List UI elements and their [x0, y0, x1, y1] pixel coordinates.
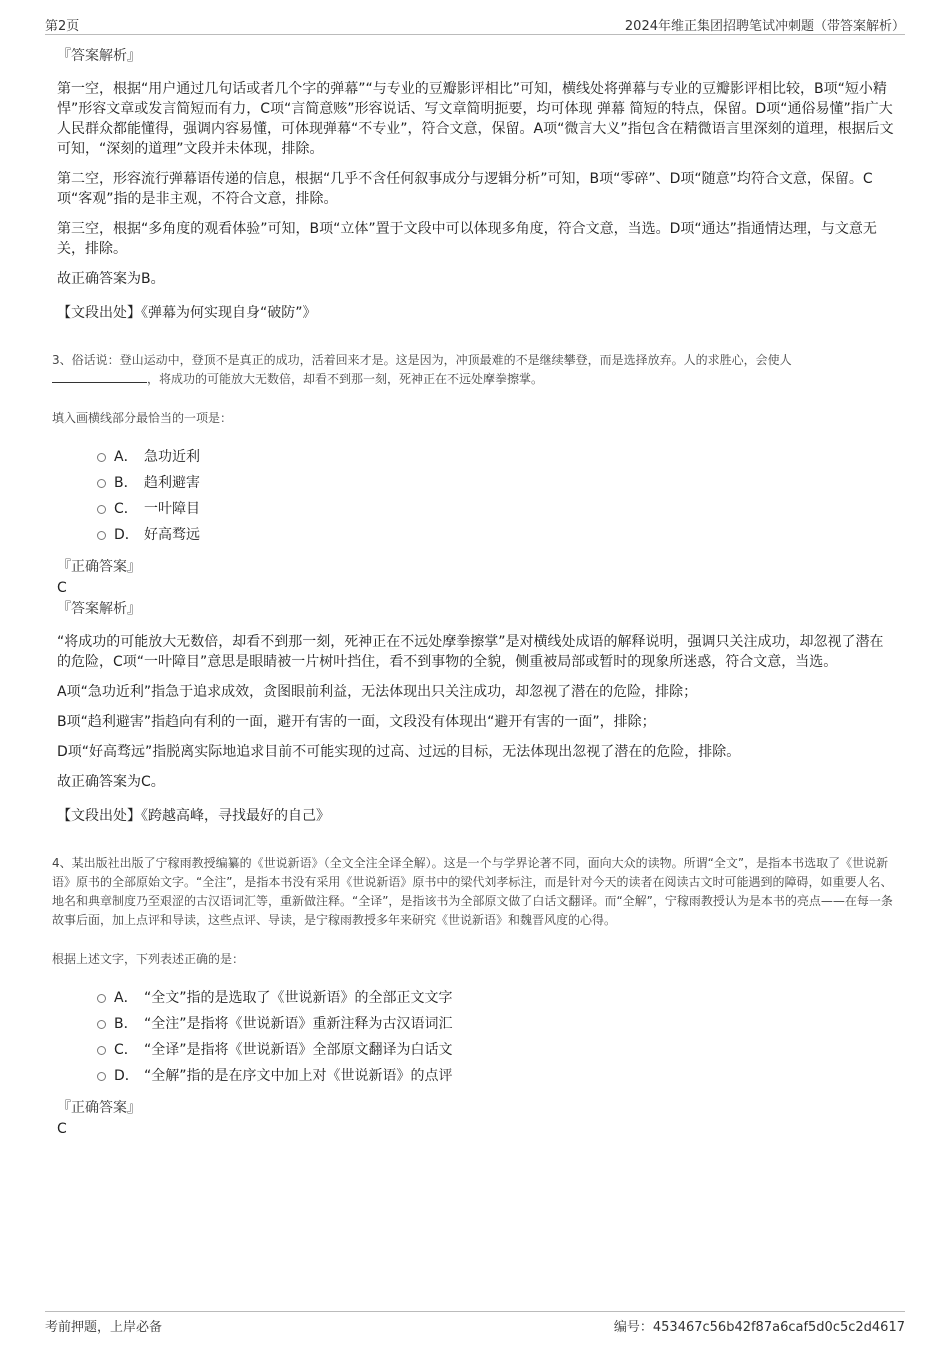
source-line	[57, 303, 895, 323]
radio-icon[interactable]	[97, 1072, 106, 1081]
option-a[interactable]	[97, 444, 895, 470]
option-b[interactable]	[97, 1011, 895, 1037]
analysis-paragraph: “将成功的可能放大无数倍，却看不到那一刻，死神正在不远处摩拳擦掌”是对横线处成语的解释说明，强调只关注成功，却忽视了潜在的危险，C项“一叶障目”意思是眼睛被一片树叶挡住，看不到事物的全貌，侧重被局部或暂时的现象所迷惑，符合文意，当选。	[57, 634, 884, 670]
option-c[interactable]	[97, 1037, 895, 1063]
question-prompt: 根据上述文字，下列表述正确的是：	[52, 952, 245, 966]
document-serial: 编号：453467c56b42f87a6caf5d0c5c2d4617	[613, 1320, 905, 1335]
source-label: 【文段出处】	[57, 305, 141, 321]
fill-blank	[52, 370, 147, 383]
footer-slogan: 考前押题，上岸必备	[45, 1320, 163, 1335]
document-title: 2024年维正集团招聘笔试冲刺题（带答案解析）	[624, 19, 905, 34]
answer-analysis-label: 『答案解析』	[57, 48, 141, 64]
correct-answer-label: 『正确答案』	[57, 559, 141, 575]
option-list	[97, 444, 895, 548]
option-letter: D．	[114, 527, 139, 543]
source-line	[57, 806, 895, 826]
option-a[interactable]	[97, 985, 895, 1011]
question-stem	[52, 351, 895, 389]
option-letter: C．	[114, 501, 138, 517]
question-prompt: 填入画横线部分最恰当的一项是：	[52, 411, 233, 425]
analysis-paragraph: 第三空，根据“多角度的观看体验”可知，B项“立体”置于文段中可以体现多角度，符合文意，当选。D项“通达”指通情达理，与文意无关，排除。	[57, 221, 877, 257]
radio-icon[interactable]	[97, 531, 106, 540]
source-title: 《跨越高峰，寻找最好的自己》	[141, 808, 330, 824]
answer-analysis-block-prev	[57, 45, 895, 323]
analysis-conclusion: 故正确答案为B。	[57, 271, 165, 287]
option-text: 好高骛远	[144, 527, 200, 543]
main-content	[52, 45, 895, 1139]
option-text: 一叶障目	[144, 501, 200, 517]
question-3	[52, 351, 895, 826]
answer-analysis-label: 『答案解析』	[57, 601, 141, 617]
option-text: “全译”是指将《世说新语》全部原文翻译为白话文	[144, 1042, 453, 1058]
correct-answer-label: 『正确答案』	[57, 1100, 141, 1116]
option-letter: A．	[114, 990, 138, 1006]
stem-text: ，将成功的可能放大无数倍，却看不到那一刻，死神正在不远处摩拳擦掌。	[147, 372, 544, 386]
radio-icon[interactable]	[97, 994, 106, 1003]
stem-text: 3、俗话说：登山运动中，登顶不是真正的成功，活着回来才是。这是因为，冲顶最难的不是继续攀登，而是选择放弃。人的求胜心，会使人	[52, 353, 792, 367]
correct-answer-value: C	[57, 1121, 67, 1137]
option-text: 趋利避害	[144, 475, 200, 491]
page-footer	[45, 1311, 905, 1336]
option-c[interactable]	[97, 496, 895, 522]
source-title: 《弹幕为何实现自身“破防”》	[141, 305, 317, 321]
option-letter: B．	[114, 1016, 138, 1032]
radio-icon[interactable]	[97, 1046, 106, 1055]
analysis-conclusion: 故正确答案为C。	[57, 774, 165, 790]
radio-icon[interactable]	[97, 479, 106, 488]
option-letter: A．	[114, 449, 138, 465]
correct-answer-value: C	[57, 580, 67, 596]
page-header	[45, 12, 905, 35]
option-text: “全解”指的是在序文中加上对《世说新语》的点评	[144, 1068, 453, 1084]
option-letter: B．	[114, 475, 138, 491]
option-list	[97, 985, 895, 1089]
source-label: 【文段出处】	[57, 808, 141, 824]
correct-answer-block	[57, 1097, 895, 1139]
option-letter: D．	[114, 1068, 139, 1084]
analysis-paragraph: A项“急功近利”指急于追求成效，贪图眼前利益，无法体现出只关注成功，却忽视了潜在的危险，排除；	[57, 684, 698, 700]
option-text: “全注”是指将《世说新语》重新注释为古汉语词汇	[144, 1016, 453, 1032]
option-text: “全文”指的是选取了《世说新语》的全部正文文字	[144, 990, 453, 1006]
analysis-paragraph: 第一空，根据“用户通过几句话或者几个字的弹幕”“与专业的豆瓣影评相比”可知，横线处将弹幕与专业的豆瓣影评相比较，B项“短小精悍”形容文章或发言简短而有力，C项“言简意赅”形容说话、写文章简明扼要，均可体现 弹幕 简短的特点，保留。D项“通俗易懂”指广大人民群众都能懂得，强调内容易懂，可体现弹幕“不专业”，符合文意，保留。A项“微言大义”指包含在精微语言里深刻的道理，根据后文可知，“深刻的道理”文段并未体现，排除。	[57, 81, 894, 157]
question-4	[52, 854, 895, 1139]
radio-icon[interactable]	[97, 453, 106, 462]
correct-answer-block	[57, 556, 895, 620]
analysis-paragraph: 第二空，形容流行弹幕语传递的信息，根据“几乎不含任何叙事成分与逻辑分析”可知，B项“零碎”、D项“随意”均符合文意，保留。C项“客观”指的是非主观，不符合文意，排除。	[57, 171, 873, 207]
analysis-paragraph: B项“趋利避害”指趋向有利的一面，避开有害的一面，文段没有体现出“避开有害的一面”，排除；	[57, 714, 656, 730]
question-stem: 4、某出版社出版了宁稼雨教授编纂的《世说新语》（全文全注全译全解）。这是一个与学界论著不同，面向大众的读物。所谓“全文”，是指本书选取了《世说新语》原书的全部原始文字。“全注”，是指本书没有采用《世说新语》原书中的梁代刘孝标注，而是针对今天的读者在阅读古文时可能遇到的障碍，如重要人名、地名和典章制度乃至艰涩的古汉语词汇等，重新做注释。“全译”，是指该书为全部原文做了白话文翻译。而“全解”，宁稼雨教授认为是本书的亮点——在每一条故事后面，加上点评和导读，这些点评、导读，是宁稼雨教授多年来研究《世说新语》和魏晋风度的心得。	[52, 856, 893, 927]
option-b[interactable]	[97, 470, 895, 496]
page-number: 第2页	[45, 19, 80, 34]
option-d[interactable]	[97, 522, 895, 548]
option-d[interactable]	[97, 1063, 895, 1089]
analysis-paragraph: D项“好高骛远”指脱离实际地追求目前不可能实现的过高、过远的目标，无法体现出忽视了潜在的危险，排除。	[57, 744, 741, 760]
option-text: 急功近利	[144, 449, 200, 465]
radio-icon[interactable]	[97, 505, 106, 514]
option-letter: C．	[114, 1042, 138, 1058]
radio-icon[interactable]	[97, 1020, 106, 1029]
